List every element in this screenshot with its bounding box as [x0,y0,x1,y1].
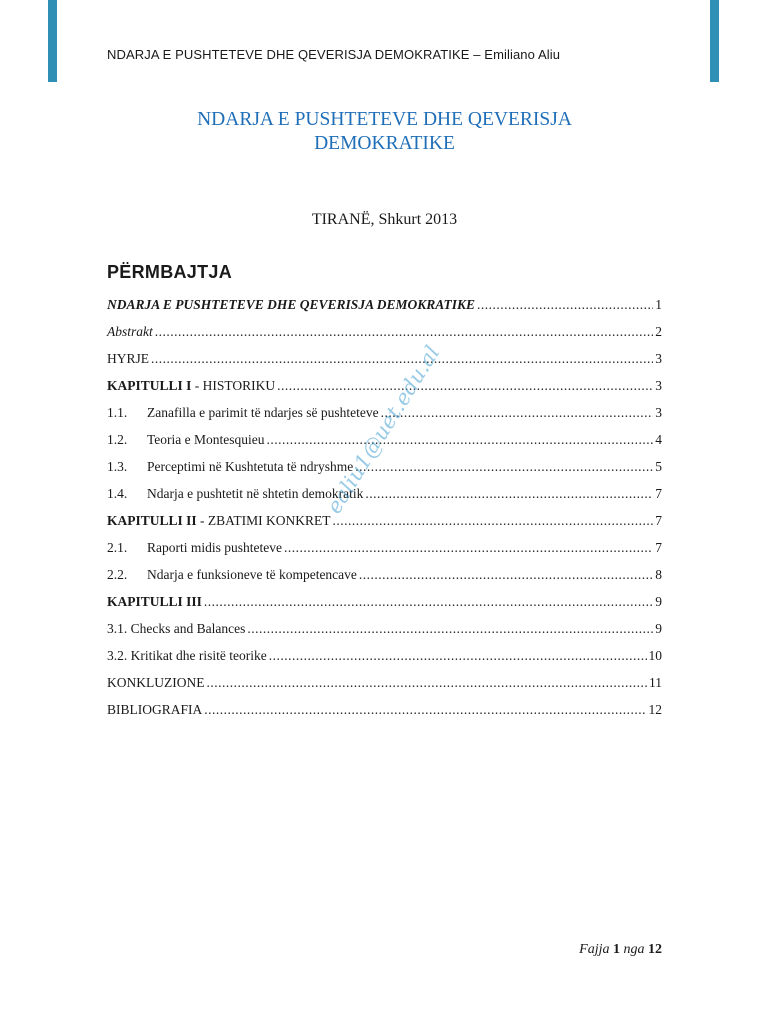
toc-entry-page: 1 [655,296,662,312]
toc-entry-page: 9 [655,593,662,609]
toc-entry-label: Teoria e Montesquieu [147,431,265,447]
page-footer [480,942,662,958]
toc-entry-label: BIBLIOGRAFIA [107,701,203,717]
toc-dot-leader [365,486,653,502]
toc-entry-number: 1.4. [107,485,128,501]
document-title [107,108,662,156]
toc-entry-label: 3.2. Kritikat dhe risitë teorike [107,647,267,663]
toc-entry[interactable] [107,318,662,345]
toc-entry-label: KONKLUZIONE [107,674,205,690]
toc-entry-label: Perceptimi në Kushtetuta të ndryshme [147,458,354,474]
table-of-contents [107,291,662,723]
email-watermark: ealiu1@uet.edu.al [322,341,445,518]
toc-dot-leader [284,540,653,556]
toc-dot-leader [355,459,653,475]
toc-dot-leader [381,405,654,421]
toc-entry-label: KAPITULLI III [107,593,202,609]
toc-dot-leader [151,351,653,367]
toc-entry-number: 2.1. [107,539,128,555]
toc-entry[interactable] [107,345,662,372]
toc-dot-leader [477,297,653,313]
toc-dot-leader [267,432,654,448]
document-title-line-1: NDARJA E PUSHTETEVE DHE QEVERISJA [197,109,572,130]
toc-entry-suffix: - ZBATIMI KONKRET [196,512,331,528]
toc-dot-leader [333,513,654,529]
toc-entry-label: HYRJE [107,350,150,366]
toc-entry-page: 7 [655,512,662,528]
toc-entry-suffix: - HISTORIKU [191,377,276,393]
toc-entry-label: 3.1. Checks and Balances [107,620,246,636]
toc-entry-page: 12 [648,701,662,717]
toc-entry-label: KAPITULLI II [107,512,197,528]
footer-total-pages: 12 [648,942,662,957]
toc-entry[interactable] [107,372,662,399]
toc-entry[interactable] [107,696,662,723]
toc-dot-leader [277,378,653,394]
toc-entry-page: 3 [655,377,662,393]
place-date: TIRANË, Shkurt 2013 [311,211,458,228]
toc-entry-label: Abstrakt [107,323,153,339]
toc-entry-page: 3 [655,404,662,420]
toc-dot-leader [359,567,653,583]
toc-entry-number: 1.1. [107,404,128,420]
toc-entry-page: 8 [655,566,662,582]
toc-entry-number: 1.2. [107,431,128,447]
header-bar-left [48,0,57,82]
footer-current-page: 1 [613,942,620,957]
toc-entry-label: Raporti midis pushteteve [147,539,282,555]
toc-entry[interactable] [107,615,662,642]
toc-dot-leader [269,648,647,664]
toc-entry-label: Zanafilla e parimit të ndarjes së pushteteve [147,404,379,420]
header-bar-right [710,0,719,82]
toc-entry-page: 2 [655,323,662,339]
toc-entry[interactable] [107,561,662,588]
toc-entry[interactable] [107,669,662,696]
footer-separator: nga [623,942,645,957]
toc-entry-label: NDARJA E PUSHTETEVE DHE QEVERISJA DEMOKRATIKE [107,296,475,312]
toc-entry-page: 7 [655,539,662,555]
toc-entry[interactable] [107,588,662,615]
document-title-line-2: DEMOKRATIKE [314,133,455,154]
toc-entry-page: 10 [648,647,662,663]
footer-page-label: Fajja [579,942,610,957]
toc-entry[interactable] [107,507,662,534]
toc-entry[interactable] [107,642,662,669]
toc-entry[interactable] [107,480,662,507]
toc-entry[interactable] [107,534,662,561]
toc-dot-leader [204,594,653,610]
toc-dot-leader [206,675,647,691]
toc-entry-page: 9 [655,620,662,636]
toc-dot-leader [247,621,653,637]
toc-entry-label: Ndarja e funksioneve të kompetencave [147,566,357,582]
toc-heading: PËRMBAJTJA [107,262,233,282]
toc-entry-page: 5 [655,458,662,474]
toc-entry[interactable] [107,453,662,480]
toc-entry-label: Ndarja e pushtetit në shtetin demokratik [147,485,364,501]
toc-entry-page: 11 [649,674,662,690]
toc-dot-leader [204,702,646,718]
toc-entry-number: 1.3. [107,458,128,474]
toc-dot-leader [155,324,654,340]
toc-entry-page: 4 [655,431,662,447]
toc-entry-page: 3 [655,350,662,366]
toc-entry-label: KAPITULLI I [107,377,192,393]
toc-entry[interactable] [107,291,662,318]
running-header: NDARJA E PUSHTETEVE DHE QEVERISJA DEMOKRATIKE – Emiliano Aliu [107,47,561,62]
toc-entry-number: 2.2. [107,566,128,582]
toc-entry-page: 7 [655,485,662,501]
